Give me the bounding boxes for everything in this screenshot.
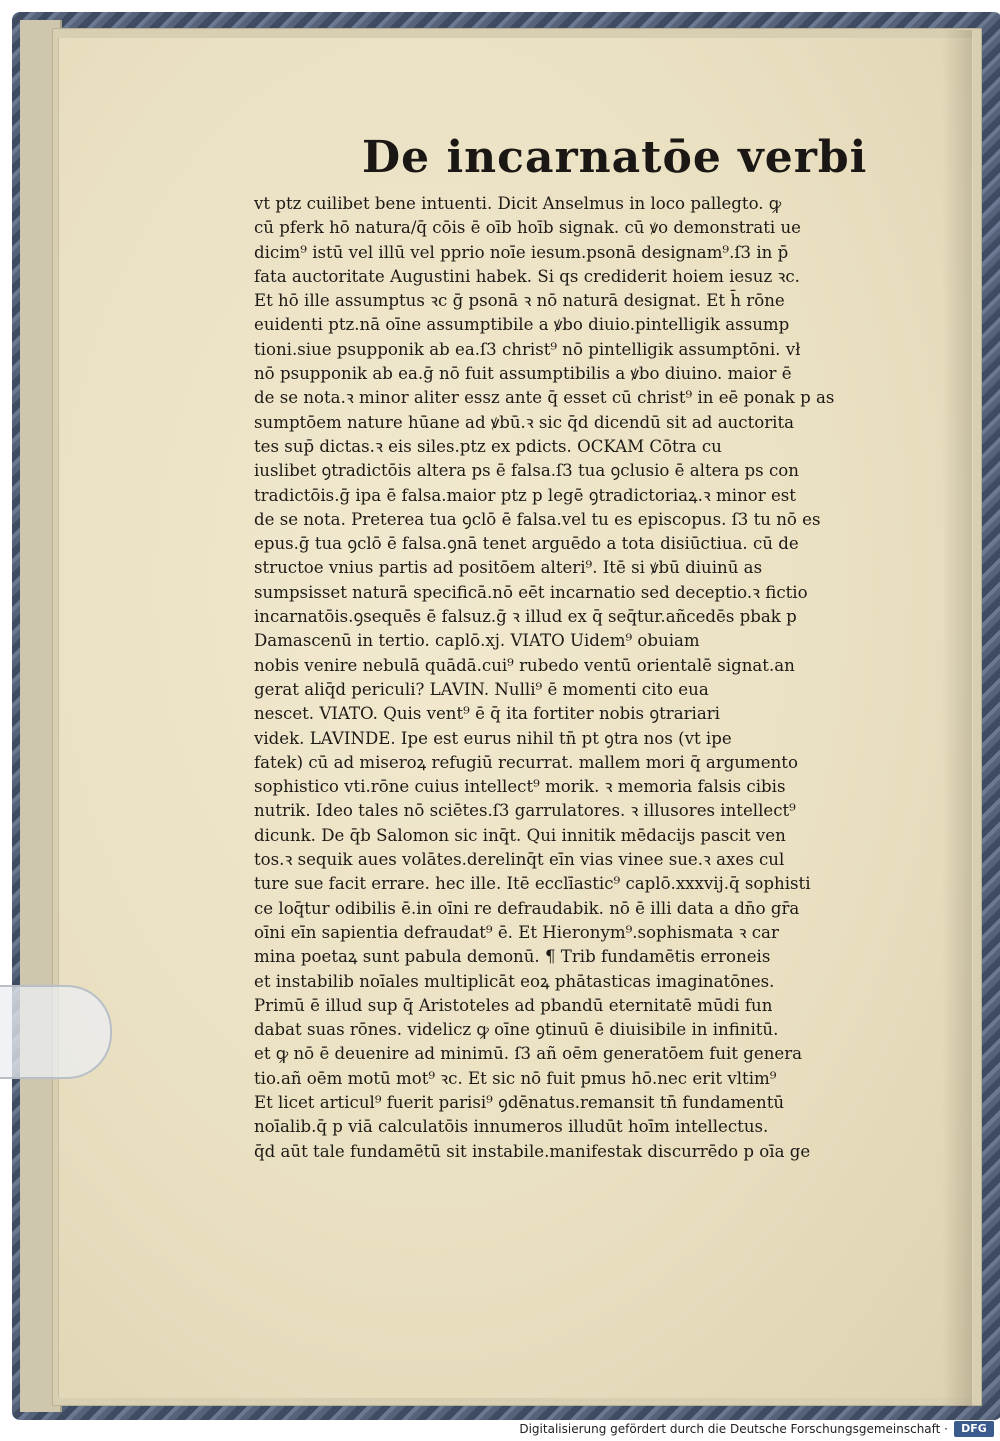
text-line: tioni.siue psupponik ab ea.ſ3 christ⁹ nō pintelligik assumptōni. vł: [254, 339, 801, 359]
text-line: Et licet articul⁹ fuerit parisi⁹ ꝯdēnatus.remansit tn̄ fundamentū: [254, 1092, 785, 1112]
text-line: et instabilib noīales multiplicāt eoꝝ phātasticas imaginatōnes.: [254, 971, 775, 991]
running-title: De incarnatōe verbi: [362, 132, 868, 183]
text-line: q̄d aūt tale fundamētū sit instabile.manifestak discurrēdo p oīa ge: [254, 1141, 811, 1161]
funding-note: Digitalisierung gefördert durch die Deutsche Forschungsgemeinschaft ·: [519, 1422, 948, 1436]
page-shadow: [942, 30, 972, 1408]
text-line: Et hō ille assumptus ꝛc ḡ psonā ꝛ nō naturā designat. Et h̄ rōne: [254, 291, 785, 311]
text-line: gerat aliq̄d periculi? LAVIN. Nulli⁹ ē momenti cito eua: [254, 679, 709, 699]
text-line: de se nota. Preterea tua ꝯclō ē falsa.vel tu es episcopus. ſ3 tu nō es: [254, 509, 821, 529]
text-line: sophistico vti.rōne cuius intellect⁹ morik. ꝛ memoria falsis cibis: [254, 777, 786, 797]
text-line: ture sue facit errare. hec ille. Itē ecclīastic⁹ caplō.xxxvij.q̄ sophisti: [254, 874, 811, 894]
text-line: nutrik. Ideo tales nō sciētes.ſ3 garrulatores. ꝛ illusores intellect⁹: [254, 801, 796, 821]
text-line: fatek) cū ad miseroꝝ refugiū recurrat. mallem mori q̄ argumento: [254, 752, 798, 772]
text-line: euidenti ptz.nā oīne assumptibile a ꝟbo diuio.pintelligik assump: [254, 315, 790, 335]
text-line: fata auctoritate Augustini habek. Si qs crediderit hoiem iesuz ꝛc.: [254, 266, 800, 286]
text-line: vt ptz cuilibet bene intuenti. Dicit Anselmus in loco pallegto. ꝙ: [254, 194, 782, 213]
text-line: et ꝙ nō ē deuenire ad minimū. ſ3 añ oēm generatōem fuit genera: [254, 1044, 803, 1064]
text-line: structoe vnius partis ad positōem alteri⁹. Itē si ꝟbū diuinū as: [254, 558, 763, 578]
text-line: dabat suas rōnes. videlicz ꝙ oīne ꝯtinuū ē diuisibile in infinitū.: [254, 1020, 779, 1040]
footer-bar: [0, 1420, 1000, 1441]
text-line: tradictōis.ḡ ipa ē falsa.maior ptz p legē ꝯtradictoriaꝝ.ꝛ minor est: [254, 485, 796, 505]
text-line: videk. LAVINDE. Ipe est eurus nihil tn̄ pt ꝯtra nos (vt ipe: [254, 728, 732, 748]
text-line: tos.ꝛ sequik aues volātes.derelinq̄t eīn vias vinee sue.ꝛ axes cul: [254, 850, 785, 870]
text-line: epus.ḡ tua ꝯclō ē falsa.ꝯnā tenet arguēdo a tota disiūctiua. cū de: [254, 534, 799, 554]
text-line: dicim⁹ istū vel illū vel pprio noīe iesum.psonā designam⁹.ſ3 in p̄: [254, 242, 789, 262]
text-line: nō psupponik ab ea.ḡ nō fuit assumptibilis a ꝟbo diuino. maior ē: [254, 364, 792, 384]
text-line: mina poetaꝝ sunt pabula demonū. ¶ Trib fundamētis erroneis: [254, 947, 771, 967]
text-line: Primū ē illud sup q̄ Aristoteles ad pbandū eternitatē mūdi fun: [254, 995, 773, 1015]
text-line: iuslibet ꝯtradictōis altera ps ē falsa.ſ3 tua ꝯclusio ē altera ps con: [254, 461, 799, 481]
text-line: noīalib.q̄ p viā calculatōis innumeros illudūt hoīm intellectus.: [254, 1117, 769, 1137]
dfg-logo: DFG: [954, 1421, 994, 1437]
text-line: incarnatōis.ꝯsequēs ē falsuz.ḡ ꝛ illud ex q̄ seq̄tur.añcedēs pbak p: [254, 607, 797, 627]
text-line: sumptōem nature hūane ad ꝟbū.ꝛ sic q̄d dicendū sit ad auctorita: [254, 412, 795, 432]
text-block: [254, 192, 844, 1164]
text-line: ce loq̄tur odibilis ē.in oīni re defraudabik. nō ē illi data a dn̄o gr̄a: [254, 898, 800, 918]
text-line: cū pferk hō natura/q̄ cōis ē oīb hoīb signak. cū ꝟo demonstrati ue: [254, 218, 801, 238]
text-line: Damascenū in tertio. caplō.xj. VIATO Uidem⁹ obuiam: [254, 631, 700, 651]
text-line: oīni eīn sapientia defraudat⁹ ē. Et Hieronym⁹.sophismata ꝛ car: [254, 922, 779, 942]
text-line: tes sup̄ dictas.ꝛ eis siles.ptz ex pdicts. OCKAM Cōtra cu: [254, 436, 722, 456]
text-line: tio.añ oēm motū mot⁹ ꝛc. Et sic nō fuit pmus hō.nec erit vltim⁹: [254, 1068, 777, 1088]
text-line: nobis venire nebulā quādā.cui⁹ rubedo ventū orientalē signat.an: [254, 655, 795, 675]
text-line: dicunk. De q̄b Salomon sic inq̄t. Qui innitik mēdacijs pascit ven: [254, 825, 786, 845]
text-line: sumpsisset naturā specificā.nō eēt incarnatio sed deceptio.ꝛ fictio: [254, 582, 808, 602]
page-clip: [0, 985, 112, 1079]
text-line: de se nota.ꝛ minor aliter essz ante q̄ esset cū christ⁹ in eē ponak p as: [254, 388, 835, 408]
text-line: nescet. VIATO. Quis vent⁹ ē q̄ ita fortiter nobis ꝯtrariari: [254, 704, 720, 724]
